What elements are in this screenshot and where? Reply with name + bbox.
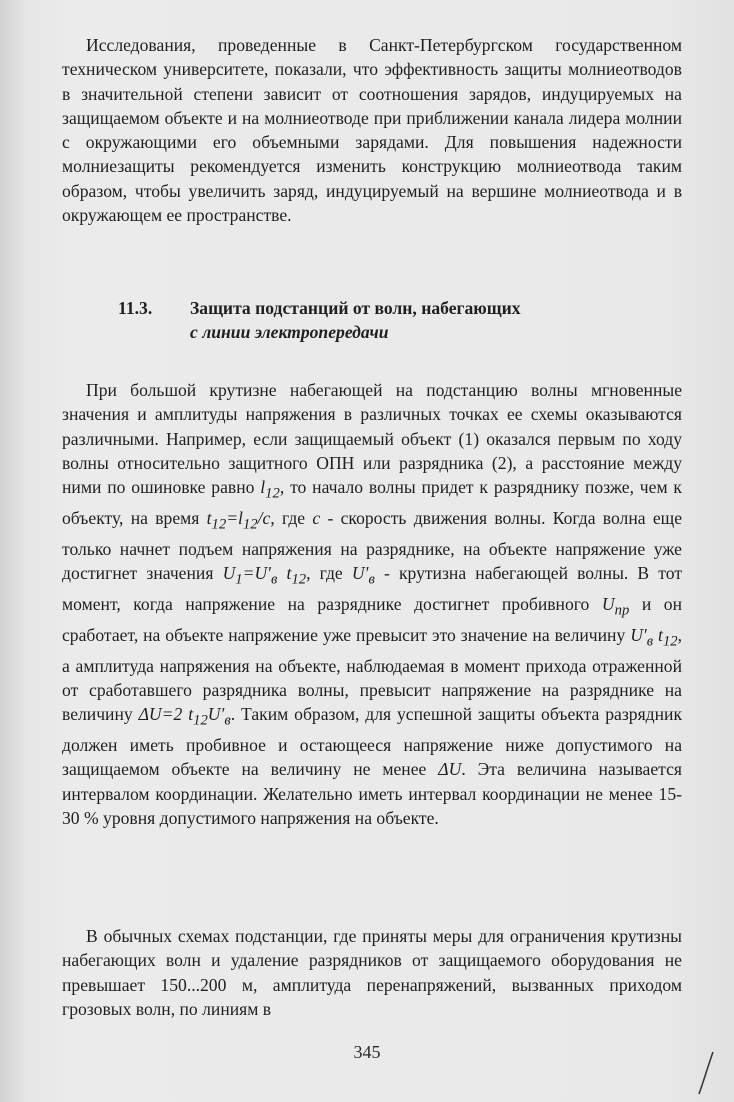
text-run: и он сработает, на объекте напряжение уже превысит это значение на величину [62,593,682,645]
formula-part: t [277,563,292,584]
formula-part: U′ [630,624,647,645]
formula-part: U [222,563,236,584]
formula-part: =U′ [242,563,272,584]
section-number: 11.3. [118,298,153,318]
text-run: . Таким образом, для успешной защиты объекта разрядник должен иметь пробивное и остающееся напряжение ниже допустимого на защищаемом объекте на величину не менее [62,704,682,780]
formula-subscript: 12 [242,516,258,533]
paragraph-1 [62,33,682,227]
paragraph-1-text: Исследования, проведенные в Санкт-Петербургском государственном техническом университете, показали, что эффективность защиты молниеотводов в значительной степени зависит от соотношения зарядов, индуцируемых на защищаемом объекте и на молниеотводе при приближении канала лидера молнии с окружающими его объемными зарядами. Для повышения надежности молниезащиты рекомендуется изменить конструкцию молниеотвода таким образом, чтобы увеличить заряд, индуцируемый на вершине молниеотвода и в окружающем ее пространстве. [62,35,682,226]
formula-t12 [206,508,271,533]
text-run: - скорость движения волны. Когда волна еще только начнет подъем напряжения на разряднике, на объекте напряжение уже достигнет значения [62,508,683,584]
formula-subscript: 12 [193,712,208,729]
formula-part: t [206,508,212,528]
section-title-line-1: Защита подстанций от волн, набегающих [190,298,521,318]
formula-uv-t12 [630,624,678,650]
formula-subscript: 12 [291,571,307,588]
formula-part: t [653,624,663,645]
formula-uv [351,563,375,588]
formula-subscript: пр [614,602,630,619]
formula-delta-u [138,704,231,729]
formula-part: ΔU=2 t [138,704,194,725]
formula-part: l [260,477,266,498]
section-heading [118,296,638,344]
paragraph-2 [62,378,682,830]
formula-subscript: 12 [662,633,678,650]
text-run: При большой крутизне набегающей на подстанцию волны мгновенные значения и амплитуды напряжения в различных точках ее схемы оказываются различными. Например, если защищаемый объект (1) оказался первым по ходу волны относительно защитного ОПН или разрядника (2), а расстояние между ними по ошиновке равно [62,380,682,498]
formula-part: U′ [351,563,369,584]
formula-upr [601,593,630,619]
formula-delta-u-2: ΔU [438,759,462,780]
formula-part: =l [226,508,243,528]
text-run: , где [306,563,352,584]
formula-part: U′ [207,704,225,725]
formula-u1 [222,563,307,588]
formula-c: c [312,508,321,528]
page-number: 345 [353,1042,381,1062]
formula-subscript: 12 [265,485,280,502]
text-run: , где [270,508,313,528]
formula-subscript: в [271,571,278,588]
formula-part: /c [257,508,271,528]
text-run: , а амплитуда напряжения на объекте, наблюдаемая в момент прихода отраженной от сработавшего разрядника волны, превысит напряжение на разряднике на величину [62,624,682,725]
text-run: . Эта величина называется интервалом координации. Желательно иметь интервал координации не менее 15-30 % уровня допустимого напряжения на объекте. [62,759,682,828]
section-title-line-2: с линии электропередачи [190,322,389,342]
formula-subscript: в [224,712,231,729]
pen-stroke-mark [696,1050,716,1096]
text-run: , то начало волны придет к разряднику позже, чем к объекту, на время [62,477,682,528]
formula-subscript: в [646,633,654,650]
formula-subscript: 12 [211,516,227,533]
paragraph-3-text: В обычных схемах подстанции, где приняты меры для ограничения крутизны набегающих волн и удаление разрядников от защищаемого оборудования не превышает 150...200 м, амплитуда перенапряжений, вызванных приходом грозовых волн, по линиям в [62,926,682,1019]
formula-subscript: в [368,571,375,588]
formula-part: U [601,593,615,614]
paragraph-2-text [62,378,682,830]
formula-l12 [260,477,280,502]
formula-subscript: 1 [235,571,243,588]
paragraph-3 [62,924,682,1021]
text-run: - крутизна набегающей волны. В тот момент, когда напряжение на разряднике достигнет пробивного [62,563,683,614]
